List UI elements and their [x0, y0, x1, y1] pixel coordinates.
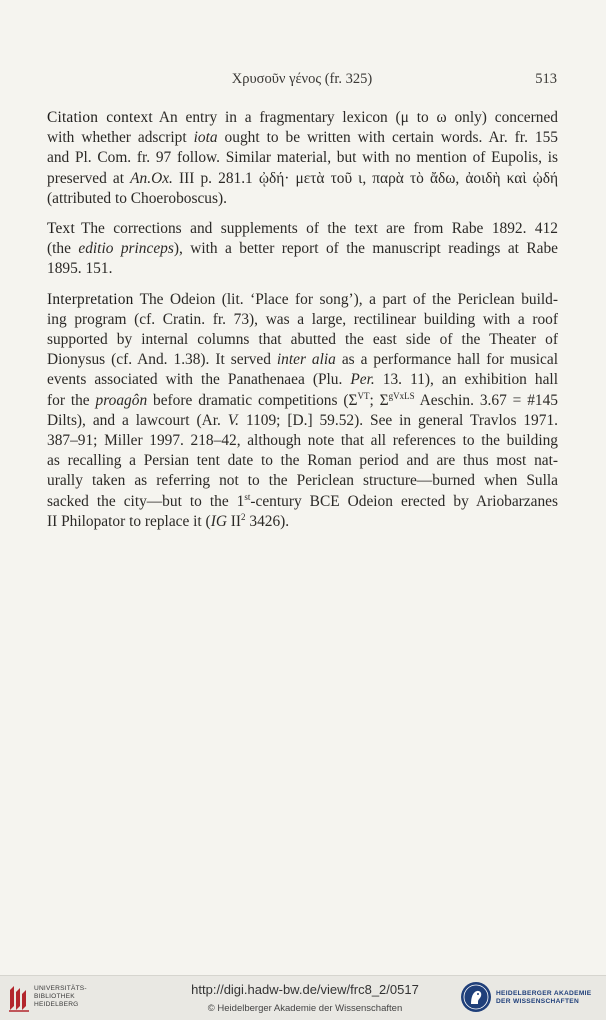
library-crest-icon [8, 984, 30, 1012]
text-line: sacked the city—but to the 1st-century BCE Odeion erected by Ariobarzanes [47, 491, 558, 510]
text-line: ing program (cf. Cratin. fr. 73), was a large, rectilinear building with a roof [47, 310, 558, 328]
text-line: events associated with the Panathenaea (Plu. Per. 13. 11), an exhibition hall [47, 371, 558, 389]
text-line: Dionysus (cf. And. 1.38). It served inter alia as a performance hall for musical [47, 351, 558, 369]
academy-logo[interactable]: HEIDELBERGER AKADEMIE DER WISSENSCHAFTEN [460, 981, 598, 1015]
section-heading: Interpretation [47, 290, 134, 308]
copyright-notice: © Heidelberger Akademie der Wissenschaften [207, 1003, 403, 1014]
running-head [47, 71, 557, 91]
interpretation-section [47, 290, 558, 532]
text-line: Interpretation The Odeion (lit. ‘Place for song’), a part of the Periclean build- [47, 290, 558, 308]
text-line: Dilts), and a lawcourt (Ar. V. 1109; [D.] 59.52). See in general Travlos 1971. [47, 411, 558, 429]
page-number: 513 [535, 71, 557, 87]
footer-center [150, 982, 460, 1016]
permalink-url[interactable]: http://digi.hadw-bw.de/view/frc8_2/0517 [191, 982, 419, 997]
text-line: (the editio princeps), with a better report of the manuscript readings at Rabe [47, 240, 558, 258]
text-line: (attributed to Choeroboscus). [47, 189, 227, 207]
text-line: 1895. 151. [47, 260, 113, 278]
running-title: Χρυσοῦν γένος (fr. 325) [231, 71, 373, 87]
section-heading: Citation context [47, 109, 153, 126]
text-line: and Pl. Com. fr. 97 follow. Similar material, but with no mention of Eupolis, is [47, 149, 558, 167]
text-line: urally taken as referring not to the Periclean structure—burned when Sulla [47, 472, 558, 490]
text-line: Text The corrections and supplements of the text are from Rabe 1892. 412 [47, 220, 558, 238]
text-line: II Philopator to replace it (IG $II^2$ 3426). [47, 511, 290, 530]
text-line: preserved at An.Ox. III p. 281.1 ᾠδή· μετὰ τοῦ ι, παρὰ τὸ ἄδω, ἀοιδὴ καὶ ᾠδή [47, 169, 559, 187]
text-line: 387–91; Miller 1997. 218–42, although note that all references to the building [47, 432, 558, 450]
viewer-footer [0, 975, 606, 1020]
text-line: Citation context An entry in a fragmentary lexicon (μ to ω only) concerned [47, 109, 558, 126]
text-line: with whether adscript iota ought to be written with certain words. Ar. fr. 155 [47, 129, 558, 147]
text-line: for the proagôn before dramatic competitions ($\Sigma^{VT}$; $\Sigma^{gVxLS}$ Aeschin. 3.67 = #145 [47, 390, 559, 409]
body-text [47, 108, 558, 542]
section-heading: Text [47, 220, 75, 238]
academy-seal-icon [460, 981, 492, 1013]
text-line: as recalling a Persian tent date to the Roman period and are thus most nat- [47, 452, 558, 470]
citation-context-section [47, 108, 558, 209]
text-section [47, 219, 558, 280]
text-line: supported by internal columns that abutted the east side of the Theater of [47, 331, 558, 349]
university-library-logo[interactable]: UNIVERSITÄTS- BIBLIOTHEK HEIDELBERG [8, 982, 88, 1014]
